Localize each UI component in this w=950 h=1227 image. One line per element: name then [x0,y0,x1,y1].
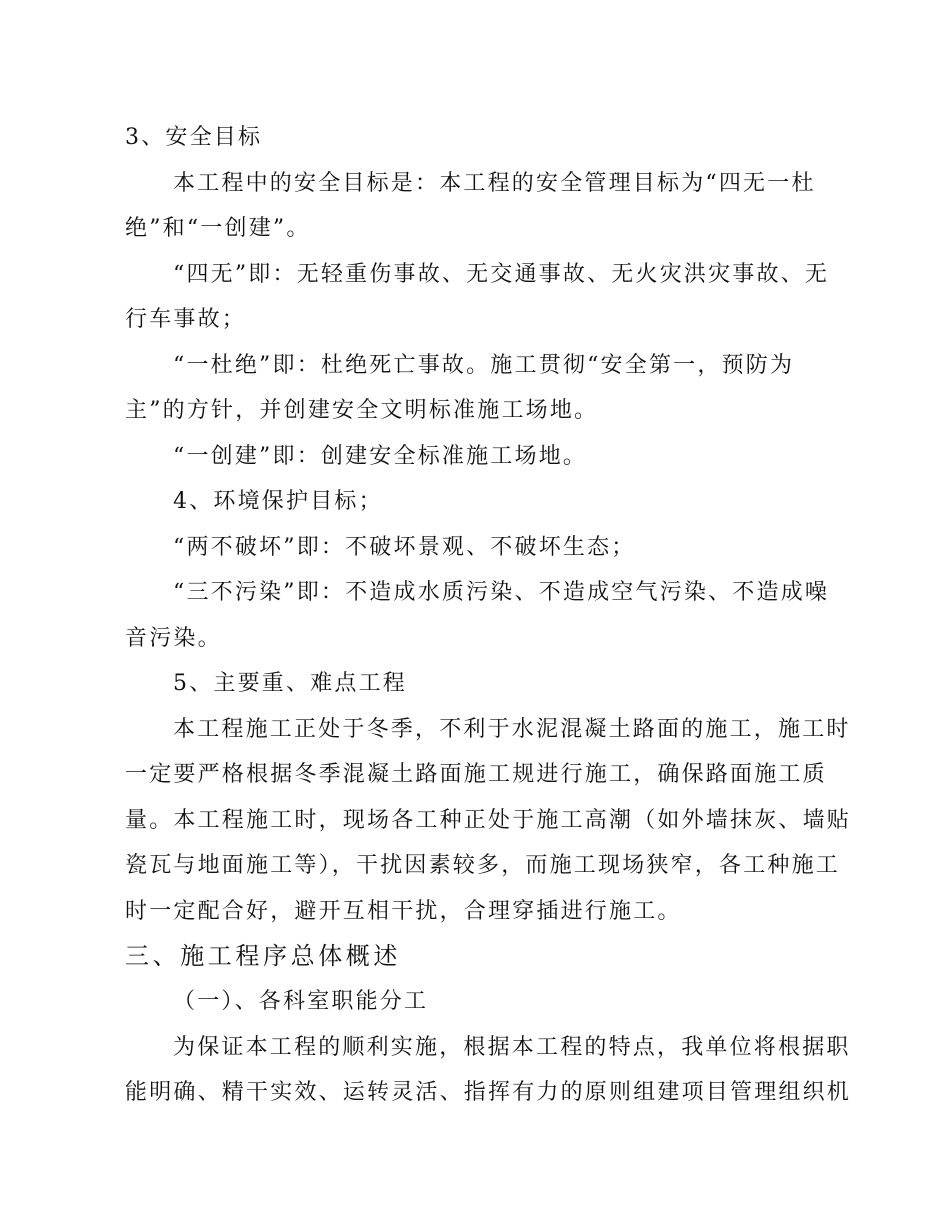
paragraph-line: 音污染。 [125,626,222,651]
paragraph-line: 一定要严格根据冬季混凝土路面施工规进行施工，确保路面施工质 [125,762,827,787]
paragraph-line: 本工程施工正处于冬季，不利于水泥混凝土路面的施工，施工时 [173,717,851,742]
paragraph-line: 行车事故； [125,307,247,332]
section-heading-key-difficulties: 5、主要重、难点工程 [173,671,407,696]
paragraph-line: “两不破坏”即：不破坏景观、不破坏生态； [173,535,636,560]
paragraph-line: 本工程中的安全目标是：本工程的安全管理目标为“四无一杜 [173,171,816,196]
paragraph-line: 主”的方针，并创建安全文明标准施工场地。 [125,398,599,423]
paragraph-line: “一创建”即：创建安全标准施工场地。 [173,444,588,469]
section-heading-safety-goal: 3、安全目标 [125,125,263,150]
paragraph-line: “四无”即：无轻重伤事故、无交通事故、无火灾洪灾事故、无 [173,262,830,287]
section-heading-environment-goal: 4、环境保护目标； [173,489,383,514]
paragraph-line: “三不污染”即：不造成水质污染、不造成空气污染、不造成噪 [173,580,830,605]
paragraph-line: 能明确、精干实效、运转灵活、指挥有力的原则组建项目管理组织机 [125,1080,852,1105]
paragraph-line: 时一定配合好，避开互相干扰，合理穿插进行施工。 [125,899,682,924]
paragraph-line: 为保证本工程的顺利实施，根据本工程的特点，我单位将根据职 [173,1035,851,1060]
paragraph-line: 瓷瓦与地面施工等），干扰因素较多，而施工现场狭窄，各工种施工 [125,853,841,878]
paragraph-line: 绝”和“一创建”。 [125,216,311,241]
paragraph-line: “一杜绝”即：杜绝死亡事故。施工贯彻“安全第一，预防为 [173,353,795,378]
paragraph-line: 量。本工程施工时，现场各工种正处于施工高潮（如外墙抹灰、墙贴 [125,808,852,833]
subsection-heading: （一）、各科室职能分工 [173,989,429,1014]
chapter-heading: 三、施工程序总体概述 [125,942,401,970]
